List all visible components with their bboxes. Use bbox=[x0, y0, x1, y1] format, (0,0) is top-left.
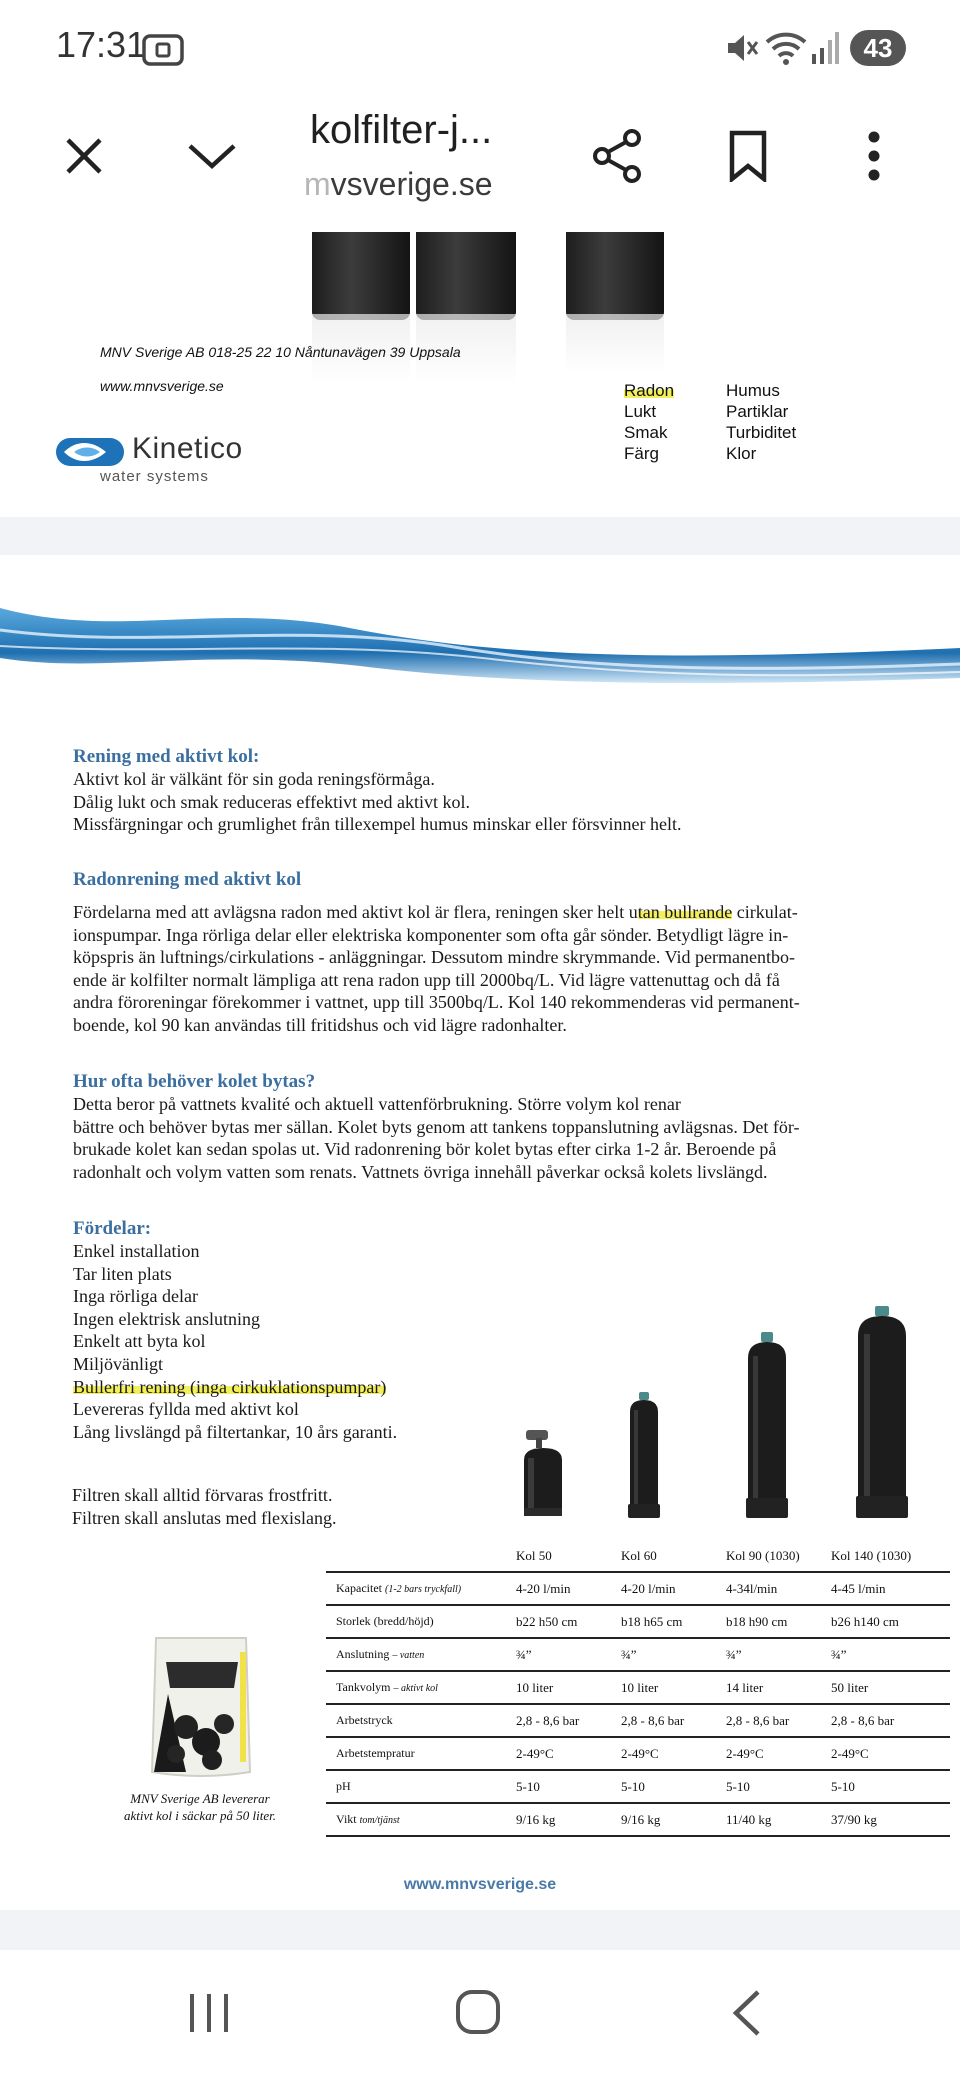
table-cell: ¾” bbox=[716, 1638, 821, 1671]
row-label bbox=[326, 1605, 506, 1638]
list-item: Lukt bbox=[624, 402, 657, 421]
section-heading: Hur ofta behöver kolet bytas? bbox=[73, 1071, 316, 1092]
company-line: MNV Sverige AB 018-25 22 10 Nåntunavägen 39 Uppsala bbox=[100, 344, 461, 360]
list-item: Smak bbox=[624, 423, 668, 442]
spec-table-grid bbox=[326, 1540, 950, 1837]
row-label-text: Storlek (bredd/höjd) bbox=[336, 1614, 434, 1628]
table-cell: 2,8 - 8,6 bar bbox=[506, 1704, 611, 1737]
row-label-sub: – vatten bbox=[392, 1650, 425, 1661]
caption-line: MNV Sverige AB levererar bbox=[130, 1791, 270, 1806]
paragraph-line: Detta beror på vattnets kvalité och aktuell vattenförbrukning. Större volym kol renar bbox=[73, 1094, 681, 1114]
water-wave-image bbox=[0, 590, 960, 700]
section-byte bbox=[73, 1071, 923, 1183]
chevron-down-icon[interactable] bbox=[176, 120, 248, 192]
section-rening bbox=[73, 746, 923, 836]
tank-kol-50-image bbox=[518, 1428, 568, 1520]
home-icon[interactable] bbox=[454, 1988, 502, 2041]
table-row bbox=[326, 1737, 950, 1770]
row-label-text: Kapacitet bbox=[336, 1581, 382, 1595]
text-span: cirkulat- bbox=[732, 902, 798, 922]
tank-image bbox=[416, 232, 516, 320]
table-cell: 14 liter bbox=[716, 1671, 821, 1704]
table-row bbox=[326, 1671, 950, 1704]
footer-url[interactable]: www.mnvsverige.se bbox=[403, 1876, 557, 1893]
table-cell: 5-10 bbox=[506, 1770, 611, 1803]
paragraph-line: köpspris än luftnings/cirkulations - anläggningar. Dessutom mindre skrymmande. Vid permanentbo- bbox=[73, 947, 795, 968]
list-item: Miljövänligt bbox=[73, 1353, 163, 1374]
paragraph-line bbox=[73, 901, 923, 924]
paragraph-line: brukade kolet kan sedan spolas ut. Vid radonrening bör kolet bytas efter cirka 1-2 år. Beroende på bbox=[73, 1139, 777, 1160]
table-cell: 4-20 l/min bbox=[506, 1572, 611, 1605]
list-item: Levereras fyllda med aktivt kol bbox=[73, 1399, 299, 1420]
table-cell: 11/40 kg bbox=[716, 1803, 821, 1836]
paragraph-line: radonhalt och volym vatten som renats. Vattnets övriga innehåll påverkar också kolets livslängd. bbox=[73, 1161, 768, 1182]
list-item: Partiklar bbox=[726, 402, 789, 421]
column-header: Kol 60 bbox=[611, 1540, 716, 1572]
paragraph-line: ionspumpar. Inga rörliga delar eller elektriska komponenter som ofta går sönder. Betydligt lägre in- bbox=[73, 924, 789, 945]
table-cell: 10 liter bbox=[611, 1671, 716, 1704]
list-item: Humus bbox=[726, 381, 780, 400]
section-fordelar bbox=[73, 1218, 573, 1443]
paragraph-line: bättre och behöver bytas mer sällan. Kolet byts genom att tankens toppanslutning avlägsnas. Det för- bbox=[73, 1116, 800, 1137]
table-cell: 5-10 bbox=[821, 1770, 950, 1803]
column-header: Kol 140 (1030) bbox=[821, 1540, 950, 1572]
row-label bbox=[326, 1671, 506, 1704]
paragraph-line: Missfärgningar och grumlighet från tillexempel humus minskar eller försvinner helt. bbox=[73, 814, 682, 835]
spec-table bbox=[326, 1540, 950, 1837]
table-corner-cell bbox=[326, 1540, 506, 1572]
table-row bbox=[326, 1704, 950, 1737]
table-cell: 2-49°C bbox=[506, 1737, 611, 1770]
url-text: vsverige.se bbox=[330, 166, 493, 202]
more-icon[interactable] bbox=[838, 120, 910, 192]
row-label-sub: – aktivt kol bbox=[393, 1683, 438, 1694]
table-row bbox=[326, 1572, 950, 1605]
url-faded-prefix: m bbox=[304, 166, 331, 202]
back-icon[interactable] bbox=[730, 1988, 766, 2043]
row-label-sub: tom/tjänst bbox=[359, 1815, 400, 1826]
table-cell: 5-10 bbox=[611, 1770, 716, 1803]
brochure-header bbox=[0, 232, 960, 517]
table-cell: 2,8 - 8,6 bar bbox=[611, 1704, 716, 1737]
table-cell: 4-20 l/min bbox=[611, 1572, 716, 1605]
row-label-text: Vikt bbox=[336, 1812, 357, 1826]
list-item: Radon bbox=[624, 381, 675, 400]
screenshot-icon bbox=[140, 30, 186, 75]
caption-line: aktivt kol i säckar på 50 liter. bbox=[123, 1808, 276, 1823]
row-label-text: Tankvolym bbox=[336, 1680, 391, 1694]
list-item: Tar liten plats bbox=[73, 1263, 172, 1284]
table-cell: ¾” bbox=[821, 1638, 950, 1671]
row-label bbox=[326, 1704, 506, 1737]
table-cell: 10 liter bbox=[506, 1671, 611, 1704]
table-cell: 37/90 kg bbox=[821, 1803, 950, 1836]
tank-kol-60-image bbox=[626, 1392, 662, 1520]
section-heading: Radonrening med aktivt kol bbox=[73, 869, 302, 890]
navigation-bar bbox=[0, 1950, 960, 2080]
note-line: Filtren skall anslutas med flexislang. bbox=[72, 1507, 337, 1528]
table-row bbox=[326, 1803, 950, 1836]
table-cell: 9/16 kg bbox=[611, 1803, 716, 1836]
website-text[interactable]: www.mnvsverige.se bbox=[100, 378, 224, 394]
tank-reflection bbox=[566, 314, 664, 374]
logo-sub: water systems bbox=[100, 468, 209, 485]
table-header-row bbox=[326, 1540, 950, 1572]
column-header: Kol 50 bbox=[506, 1540, 611, 1572]
tab-url[interactable] bbox=[304, 166, 493, 203]
table-cell: 2-49°C bbox=[716, 1737, 821, 1770]
table-cell: 9/16 kg bbox=[506, 1803, 611, 1836]
table-cell: ¾” bbox=[506, 1638, 611, 1671]
row-label bbox=[326, 1803, 506, 1836]
list-item: Lång livslängd på filtertankar, 10 års garanti. bbox=[73, 1421, 398, 1442]
status-bar bbox=[0, 0, 960, 96]
page-content[interactable] bbox=[0, 232, 960, 1910]
list-item: Turbiditet bbox=[726, 423, 797, 442]
tank-image bbox=[566, 232, 664, 320]
table-row bbox=[326, 1770, 950, 1803]
table-cell: b18 h65 cm bbox=[611, 1605, 716, 1638]
highlighted-list-item: Bullerfri rening (inga cirkuklationspumpar) bbox=[73, 1376, 387, 1397]
close-icon[interactable] bbox=[48, 120, 120, 192]
signal-icon bbox=[810, 30, 840, 71]
column-header: Kol 90 (1030) bbox=[716, 1540, 821, 1572]
section-radonrening bbox=[73, 869, 923, 1037]
table-cell: 2-49°C bbox=[611, 1737, 716, 1770]
paragraph-line: andra föroreningar förekommer i vattnet, upp till 3500bq/L. Kol 140 rekommenderas vid permanent- bbox=[73, 992, 800, 1013]
tab-title[interactable]: kolfilter-j... bbox=[310, 108, 493, 152]
table-cell: b22 h50 cm bbox=[506, 1605, 611, 1638]
row-label bbox=[326, 1737, 506, 1770]
list-item: Färg bbox=[624, 444, 659, 463]
removes-list-2 bbox=[726, 380, 796, 464]
bag-caption bbox=[80, 1790, 320, 1824]
status-time: 17:31 bbox=[56, 24, 147, 65]
list-item: Enkelt att byta kol bbox=[73, 1331, 206, 1352]
carbon-bag-image bbox=[146, 1632, 256, 1782]
row-label-text: Anslutning bbox=[336, 1647, 390, 1661]
battery-icon: 43 bbox=[850, 30, 906, 66]
list-item: Enkel installation bbox=[73, 1241, 200, 1261]
text-span: Fördelarna med att avlägsna radon med aktivt kol är flera, reningen sker helt u bbox=[73, 902, 638, 922]
paragraph-line: Aktivt kol är välkänt för sin goda reningsförmåga. bbox=[73, 769, 435, 789]
wifi-icon bbox=[764, 28, 808, 73]
paragraph-line: ende är kolfilter normalt lämpliga att rena radon upp till 2000bq/L. Vid lägre vattenuttag och då få bbox=[73, 969, 780, 990]
tank-kol-90-image bbox=[744, 1332, 790, 1520]
notes bbox=[72, 1484, 572, 1529]
table-cell: 2,8 - 8,6 bar bbox=[821, 1704, 950, 1737]
removes-list-1 bbox=[624, 380, 674, 464]
row-label bbox=[326, 1770, 506, 1803]
list-item: Klor bbox=[726, 444, 757, 463]
highlighted-text: tan bullrande bbox=[637, 902, 733, 922]
page-separator bbox=[0, 517, 960, 555]
table-cell: ¾” bbox=[611, 1638, 716, 1671]
row-label-text: Arbetstempratur bbox=[336, 1746, 415, 1760]
table-cell: 4-34l/min bbox=[716, 1572, 821, 1605]
row-label-text: Arbetstryck bbox=[336, 1713, 393, 1727]
table-cell: 4-45 l/min bbox=[821, 1572, 950, 1605]
row-label bbox=[326, 1572, 506, 1605]
table-cell: 2-49°C bbox=[821, 1737, 950, 1770]
table-cell: b26 h140 cm bbox=[821, 1605, 950, 1638]
table-cell: b18 h90 cm bbox=[716, 1605, 821, 1638]
table-cell: 5-10 bbox=[716, 1770, 821, 1803]
row-label-text: pH bbox=[336, 1779, 351, 1793]
list-item: Ingen elektrisk anslutning bbox=[73, 1308, 260, 1329]
table-cell: 2,8 - 8,6 bar bbox=[716, 1704, 821, 1737]
table-cell: 50 liter bbox=[821, 1671, 950, 1704]
table-row bbox=[326, 1638, 950, 1671]
section-heading: Fördelar: bbox=[73, 1218, 152, 1239]
table-row bbox=[326, 1605, 950, 1638]
page-bottom-band bbox=[0, 1910, 960, 1950]
recent-apps-icon[interactable] bbox=[186, 1990, 232, 2041]
bookmark-icon[interactable] bbox=[712, 120, 784, 192]
logo-name: Kinetico bbox=[132, 432, 243, 465]
mute-icon bbox=[724, 30, 760, 71]
row-label bbox=[326, 1638, 506, 1671]
section-heading: Rening med aktivt kol: bbox=[73, 746, 260, 767]
list-item: Inga rörliga delar bbox=[73, 1286, 198, 1307]
paragraph-line: boende, kol 90 kan användas till fritidshus och vid lägre radonhalter. bbox=[73, 1014, 567, 1035]
tank-kol-140-image bbox=[854, 1306, 910, 1520]
note-line: Filtren skall alltid förvaras frostfritt. bbox=[72, 1485, 333, 1505]
paragraph-line: Dålig lukt och smak reduceras effektivt med aktivt kol. bbox=[73, 791, 471, 812]
row-label-sub: (1-2 bars tryckfall) bbox=[384, 1584, 462, 1595]
share-icon[interactable] bbox=[582, 120, 654, 192]
tank-image bbox=[312, 232, 410, 320]
